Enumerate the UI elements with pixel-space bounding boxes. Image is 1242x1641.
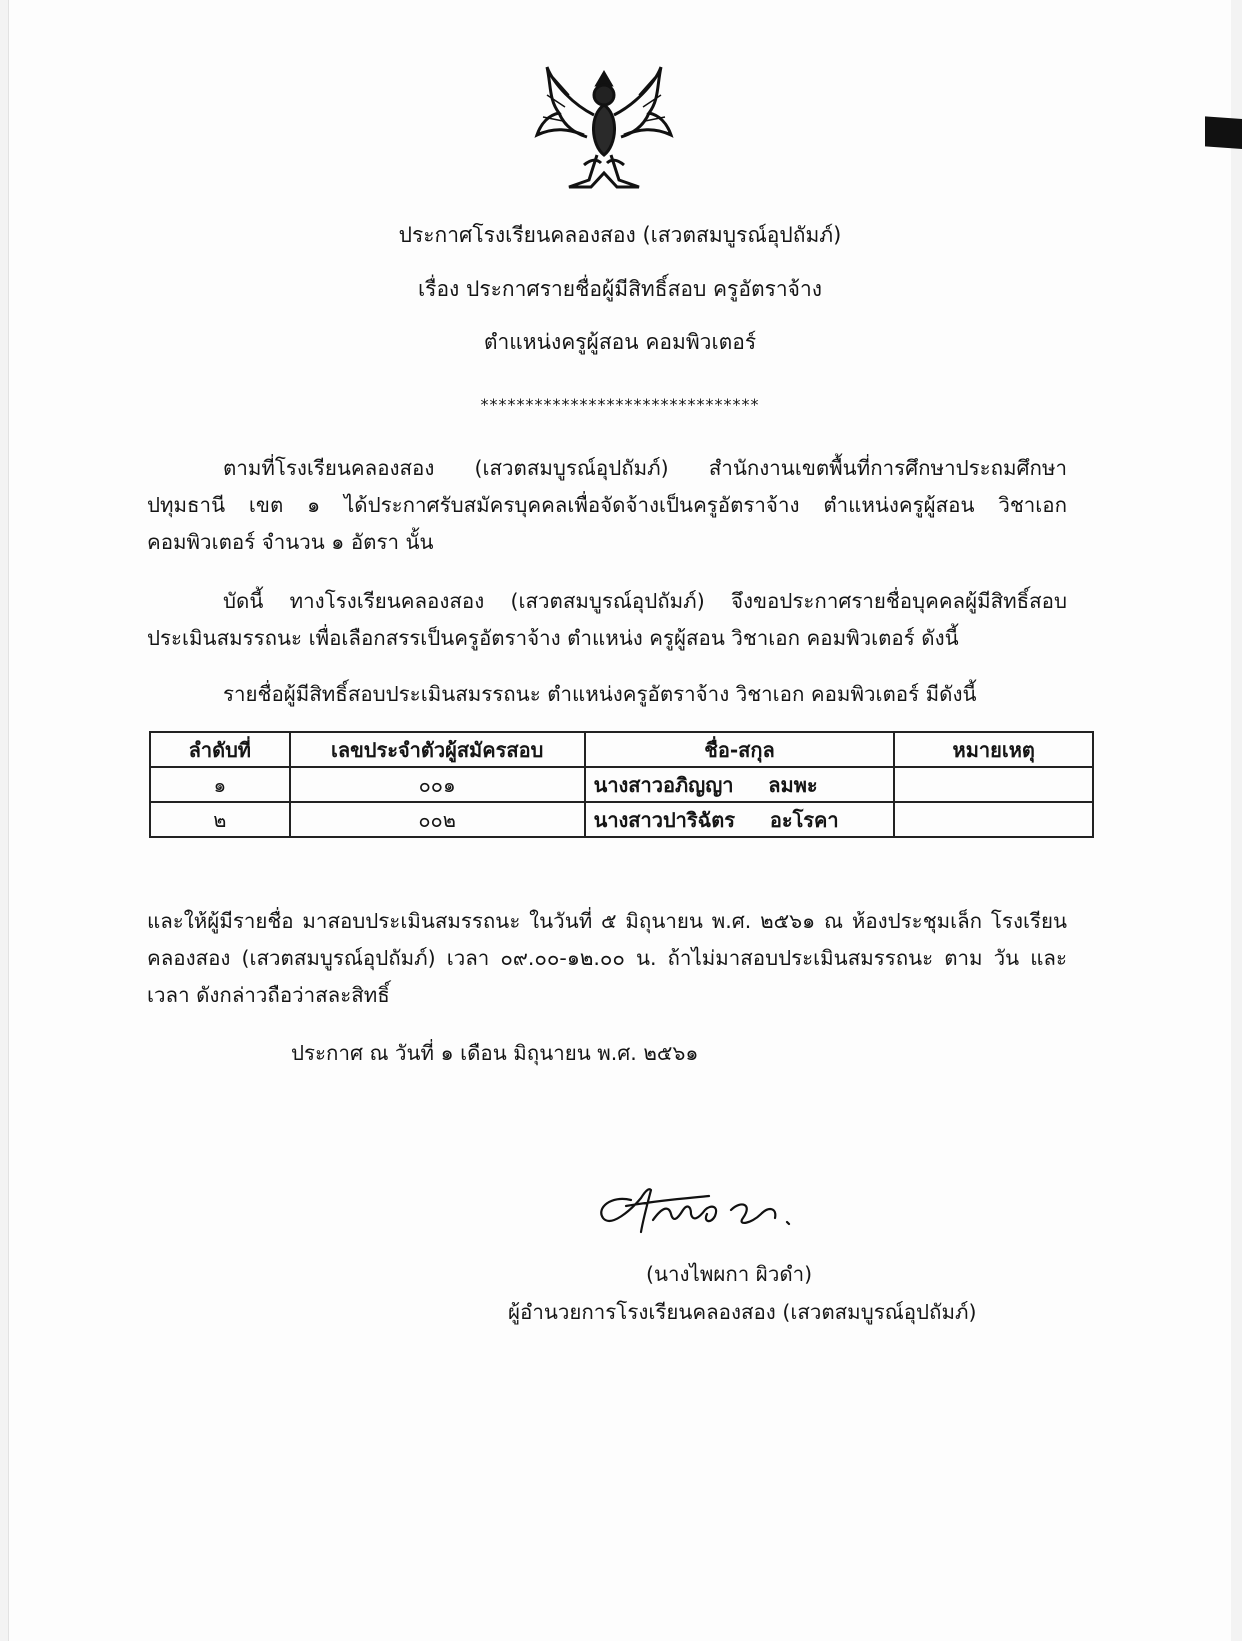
list-intro: รายชื่อผู้มีสิทธิ์สอบประเมินสมรรถนะ ตำแหน่งครูอัตราจ้าง วิชาเอก คอมพิวเตอร์ มีดังนี้ [223,682,977,706]
cell-order: ๑ [150,767,290,802]
cell-remark [894,767,1093,802]
header-applicant-id: เลขประจำตัวผู้สมัครสอบ [290,732,585,767]
cell-applicant-id: ๐๐๑ [290,767,585,802]
candidate-table [149,731,1094,838]
cell-order: ๒ [150,802,290,837]
cell-remark [894,802,1093,837]
cell-applicant-id: ๐๐๒ [290,802,585,837]
cell-full-name: นางสาวอภิญญา ลมพะ [585,767,895,802]
cell-full-name: นางสาวปาริฉัตร อะโรคา [585,802,895,837]
table-header-row [150,732,1093,767]
separator-line: ******************************* [480,395,760,414]
garuda-emblem-icon [529,55,679,205]
signer-name: (นางไพผกา ผิวดำ) [646,1262,813,1286]
paragraph-exam-schedule: และให้ผู้มีรายชื่อ มาสอบประเมินสมรรถนะ ในวันที่ ๕ มิถุนายน พ.ศ. ๒๕๖๑ ณ ห้องประชุมเล็ก โรงเรียนคลองสอง (เสวตสมบูรณ์อุปถัมภ์) เวลา ๐๙.๐๐-๑๒.๐๐ น. ถ้าไม่มาสอบประเมินสมรรถนะ ตาม วัน และเวลา ดังกล่าวถือว่าสละสิทธิ์ [147,909,1067,1007]
announcement-position: ตำแหน่งครูผู้สอน คอมพิวเตอร์ [483,330,757,354]
header-full-name: ชื่อ-สกุล [585,732,895,767]
document-page [8,0,1231,1641]
announcement-title: ประกาศโรงเรียนคลองสอง (เสวตสมบูรณ์อุปถัมภ์) [398,223,842,247]
table-row [150,767,1093,802]
paragraph-reference: ตามที่โรงเรียนคลองสอง (เสวตสมบูรณ์อุปถัมภ์) สำนักงานเขตพื้นที่การศึกษาประถมศึกษาปทุมธานี เขต ๑ ได้ประกาศรับสมัครบุคคลเพื่อจัดจ้างเป็นครูอัตราจ้าง ตำแหน่งครูผู้สอน วิชาเอก คอมพิวเตอร์ จำนวน ๑ อัตรา นั้น [147,456,1067,554]
signer-title: ผู้อำนวยการโรงเรียนคลองสอง (เสวตสมบูรณ์อุปถัมภ์) [508,1300,977,1324]
announcement-subject: เรื่อง ประกาศรายชื่อผู้มีสิทธิ์สอบ ครูอัตราจ้าง [417,277,823,301]
header-order: ลำดับที่ [150,732,290,767]
announcement-date: ประกาศ ณ วันที่ ๑ เดือน มิถุนายน พ.ศ. ๒๕๖๑ [291,1041,699,1065]
table-row [150,802,1093,837]
paragraph-announcement: บัดนี้ ทางโรงเรียนคลองสอง (เสวตสมบูรณ์อุปถัมภ์) จึงขอประกาศรายชื่อบุคคลผู้มีสิทธิ์สอบประเมินสมรรถนะ เพื่อเลือกสรรเป็นครูอัตราจ้าง ตำแหน่ง ครูผู้สอน วิชาเอก คอมพิวเตอร์ ดังนี้ [147,589,1067,650]
header-remark: หมายเหตุ [894,732,1093,767]
scan-edge-mark [1205,116,1242,149]
handwritten-signature-icon [591,1170,851,1250]
